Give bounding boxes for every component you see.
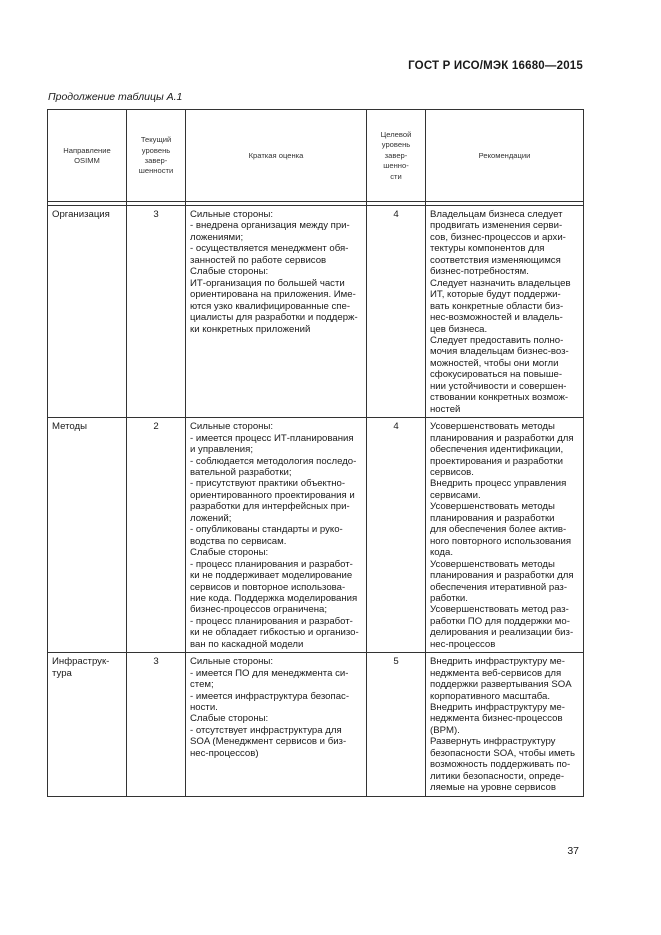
row-assessment: Сильные стороны: - имеется процесс ИТ-планирования и управления; - соблюдается методология последо- вательной разработки; - присутствуют практики объектно- ориентированного проектирования и разработки для интерфейсных при- ложений; - опубликованы стандарты и руко- водства по сервисам. Слабые стороны: - процесс планирования и разработ- ки не поддерживает моделирование сервисов и повторное использова- ние кода. Поддержка моделирования бизнес-процессов ограничена; - процесс планирования и разработ- ки не обладает гибкостью и организо- ван по каскадной модели <box>186 418 367 653</box>
row-target-level: 4 <box>367 418 426 653</box>
table-caption: Продолжение таблицы А.1 <box>48 91 183 103</box>
header-recommendations: Рекомендации <box>426 110 584 202</box>
header-current-level: Текущий уровень завер- шенности <box>127 110 186 202</box>
row-current-level: 3 <box>127 206 186 418</box>
row-direction: Инфраструк- тура <box>48 653 127 796</box>
row-recommendations: Усовершенствовать методы планирования и разработки для обеспечения идентификации, проектирования и разработки сервисов. Внедрить процесс управления сервисами. Усовершенствовать методы планирования и разработки для обеспечения более актив- ного повторного использования кода. Усовершенствовать методы планирования и разработки для обеспечения итеративной раз- работки. Усовершенствовать метод раз- работки ПО для поддержки мо- делирования и реализации биз- нес-процессов <box>426 418 584 653</box>
row-recommendations: Внедрить инфраструктуру ме- неджмента веб-сервисов для поддержки развертывания SOA корпоративного масштаба. Внедрить инфраструктуру ме- неджмента бизнес-процессов (BPM). Развернуть инфраструктуру безопасности SOA, чтобы иметь возможность поддерживать по- литики безопасности, опреде- ляемые на уровне сервисов <box>426 653 584 796</box>
page-number: 37 <box>567 845 579 857</box>
row-direction: Организация <box>48 206 127 418</box>
row-target-level: 4 <box>367 206 426 418</box>
row-recommendations: Владельцам бизнеса следует продвигать изменения серви- сов, бизнес-процессов и архи- тектуры компонентов для соответствия изменяющимся бизнес-потребностям. Следует назначить владельцев ИТ, которые будут поддержи- вать конкретные области биз- нес-возможностей и владель- цев бизнеса. Следует предоставить полно- мочия владельцам бизнес-воз- можностей, чтобы они могли сфокусироваться на повыше- нии устойчивости и совершен- ствовании конкретных возмож- ностей <box>426 206 584 418</box>
standard-title: ГОСТ Р ИСО/МЭК 16680—2015 <box>408 60 583 72</box>
row-current-level: 3 <box>127 653 186 796</box>
header-target-level: Целевой уровень завер- шенно- сти <box>367 110 426 202</box>
assessment-table <box>47 109 584 797</box>
table-row <box>48 418 584 653</box>
row-assessment: Сильные стороны: - внедрена организация между при- ложениями; - осуществляется менеджмент обя- занностей по работе сервисов Слабые стороны: ИТ-организация по большей части ориентирована на приложения. Име- ются узко квалифицированные спе- циалисты для разработки и поддерж- ки конкретных приложений <box>186 206 367 418</box>
header-direction: Направление OSIMM <box>48 110 127 202</box>
table-row <box>48 653 584 796</box>
row-current-level: 2 <box>127 418 186 653</box>
row-target-level: 5 <box>367 653 426 796</box>
row-assessment: Сильные стороны: - имеется ПО для менеджмента си- стем; - имеется инфраструктура безопас- ности. Слабые стороны: - отсутствует инфраструктура для SOA (Менеджмент сервисов и биз- нес-процессов) <box>186 653 367 796</box>
row-direction: Методы <box>48 418 127 653</box>
table-row <box>48 206 584 418</box>
header-assessment: Краткая оценка <box>186 110 367 202</box>
table-header-row <box>48 110 584 202</box>
